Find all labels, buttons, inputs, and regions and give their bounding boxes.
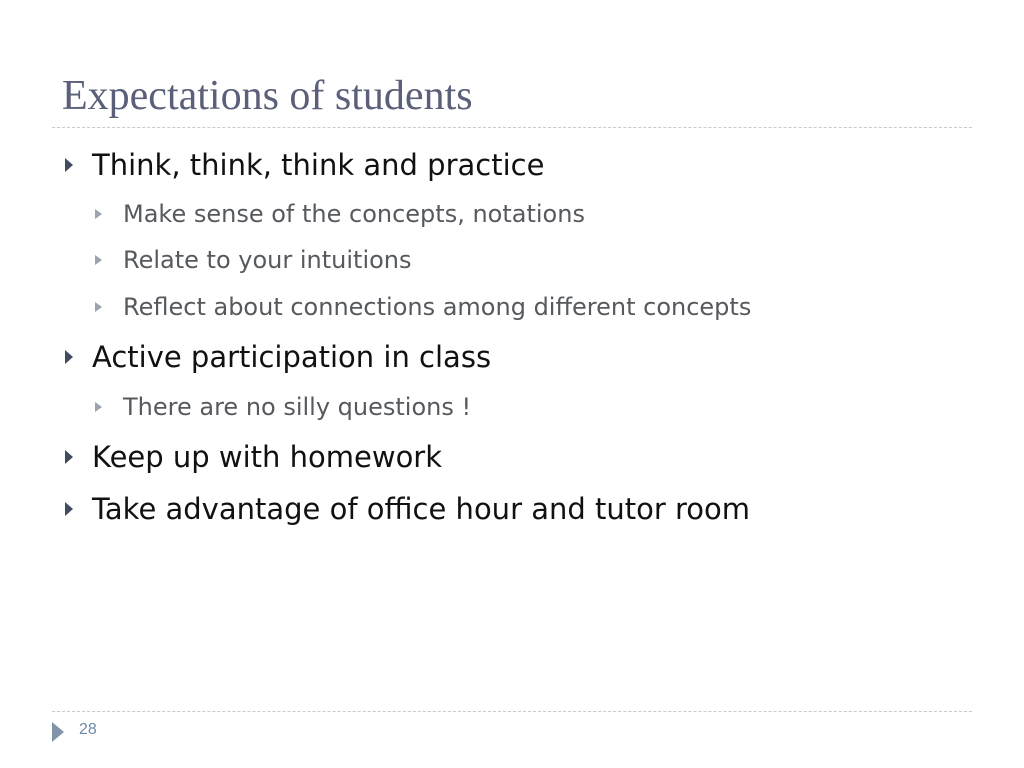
page-number: 28 xyxy=(79,721,97,738)
slide-title: Expectations of students xyxy=(62,73,473,119)
bullet-text: Active participation in class xyxy=(92,340,492,374)
bullet-arrow-icon xyxy=(65,502,73,516)
bullet-item xyxy=(62,147,544,183)
sub-bullet-item xyxy=(92,245,412,275)
bullet-text: Take advantage of office hour and tutor room xyxy=(92,492,751,526)
sub-bullet-arrow-icon xyxy=(95,302,102,312)
sub-bullet-arrow-icon xyxy=(95,402,102,412)
sub-bullet-item xyxy=(92,392,471,422)
sub-bullet-text: Relate to your intuitions xyxy=(123,246,412,274)
bullet-text: Think, think, think and practice xyxy=(92,148,545,182)
sub-bullet-item xyxy=(92,199,585,229)
sub-bullet-text: Make sense of the concepts, notations xyxy=(123,200,585,228)
sub-bullet-text: Reflect about connections among different concepts xyxy=(123,293,752,321)
bullet-arrow-icon xyxy=(65,450,73,464)
sub-bullet-text: There are no silly questions ! xyxy=(123,393,472,421)
sub-bullet-arrow-icon xyxy=(95,209,102,219)
bullet-item xyxy=(62,491,750,527)
bullet-text: Keep up with homework xyxy=(92,440,443,474)
bullet-item xyxy=(62,339,491,375)
footer-divider xyxy=(52,711,972,712)
footer-arrow-icon xyxy=(52,722,64,742)
sub-bullet-arrow-icon xyxy=(95,255,102,265)
bullet-item xyxy=(62,439,442,475)
bullet-arrow-icon xyxy=(65,350,73,364)
bullet-arrow-icon xyxy=(65,158,73,172)
sub-bullet-item xyxy=(92,292,751,322)
